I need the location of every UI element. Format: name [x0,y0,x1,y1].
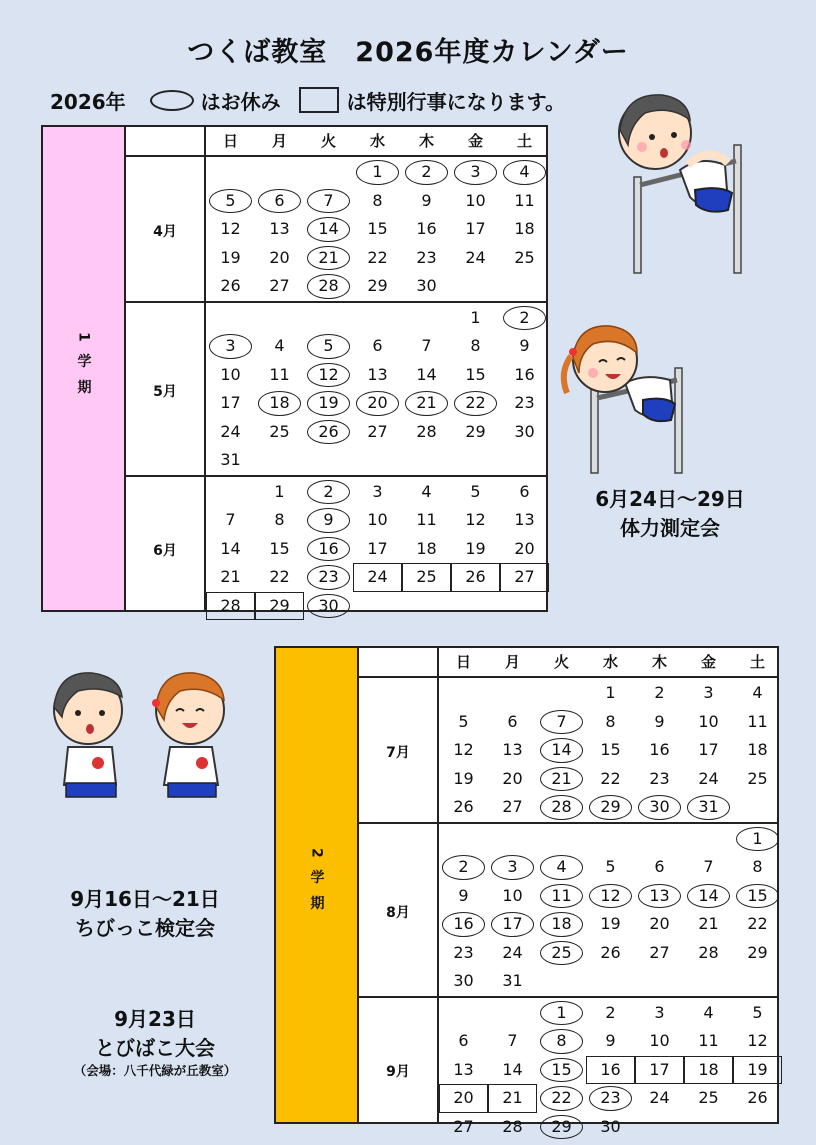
day-cell: 31 [502,971,523,990]
day-cell: 23 [514,393,535,412]
day-cell: 5 [304,332,353,361]
day-cell: 26 [600,942,621,962]
day-cell: 9 [605,1031,616,1050]
month-divider [357,996,777,998]
day-cell: 9 [421,190,432,210]
day-cell: 13 [514,510,535,529]
day-cell: 20 [514,538,535,558]
month-divider [124,301,546,303]
day-cell: 30 [453,971,474,990]
header-divider [357,676,777,678]
day-cell: 11 [698,1031,719,1050]
day-cell: 30 [635,793,684,822]
day-cell: 21 [488,1084,537,1113]
day-cell: 16 [416,219,437,238]
day-cell: 30 [304,592,353,621]
legend-year: 2026年 [50,89,126,114]
day-cell: 31 [684,793,733,822]
day-cell: 20 [353,389,402,418]
day-cell: 28 [537,793,586,822]
day-cell: 26 [747,1088,768,1107]
day-cell: 10 [367,510,388,529]
event-vaulting-meet [40,1005,270,1079]
day-cell: 14 [537,736,586,765]
day-cell: 22 [747,914,768,933]
day-cell: 22 [537,1084,586,1113]
legend-event-box-icon [299,87,339,113]
day-cell: 2 [402,158,451,187]
day-cell: 4 [421,481,432,501]
day-cell: 21 [537,765,586,794]
day-cell: 9 [519,336,530,355]
day-cell: 19 [453,768,474,788]
day-cell: 22 [269,567,290,586]
day-cell: 1 [605,683,616,702]
kids-illustration [40,665,255,810]
term-label-cell [43,127,126,610]
day-cell: 24 [353,563,402,592]
day-cell: 18 [537,910,586,939]
day-cell: 8 [605,711,616,731]
day-cell: 12 [453,740,474,759]
day-cell: 23 [453,942,474,962]
day-cell: 4 [703,1002,714,1022]
day-cell: 7 [507,1031,518,1050]
weekday-header: 水 [602,653,618,671]
legend-event-text: は特別行事になります。 [346,89,566,114]
day-cell: 7 [225,510,236,529]
day-cell: 20 [269,247,290,267]
day-cell: 3 [451,158,500,187]
day-cell: 27 [649,942,670,962]
day-cell: 17 [635,1056,684,1085]
day-cell: 21 [304,244,353,273]
event-vaulting-meet-date: 9月23日 [114,1007,196,1031]
day-cell: 26 [220,276,241,295]
day-cell: 20 [439,1084,488,1113]
day-cell: 6 [372,336,383,355]
day-cell: 2 [605,1002,616,1022]
day-cell: 8 [537,1027,586,1056]
day-cell: 1 [274,481,285,501]
day-cell: 12 [304,361,353,390]
day-cell: 14 [502,1059,523,1079]
day-cell: 18 [416,538,437,558]
day-cell: 24 [465,247,486,267]
day-cell: 27 [500,563,549,592]
calendar-term-2 [274,646,779,1136]
day-cell: 19 [733,1056,782,1085]
day-cell: 3 [703,683,714,702]
day-cell: 23 [304,563,353,592]
day-cell: 11 [269,364,290,384]
day-cell: 22 [451,389,500,418]
day-cell: 13 [367,364,388,384]
day-cell: 28 [502,1116,523,1136]
day-cell: 11 [537,882,586,911]
month-divider [357,822,777,824]
day-cell: 12 [586,882,635,911]
weekday-header: 金 [467,132,483,150]
day-cell: 24 [502,942,523,962]
calendar-term-1 [41,125,548,615]
day-cell: 7 [304,187,353,216]
day-cell: 1 [353,158,402,187]
day-cell: 1 [733,825,782,854]
month-label: 5月 [153,383,177,400]
weekday-header: 月 [504,653,520,671]
day-cell: 27 [269,276,290,295]
day-cell: 9 [304,506,353,535]
day-cell: 3 [654,1002,665,1022]
day-cell: 2 [304,478,353,507]
term-label: 1学期 [75,331,92,406]
day-cell: 15 [537,1056,586,1085]
day-cell: 18 [747,740,768,759]
term-label: 2学期 [308,848,325,922]
day-cell: 5 [470,481,481,501]
day-cell: 14 [304,215,353,244]
day-cell: 14 [684,882,733,911]
day-cell: 5 [458,711,469,731]
month-label: 6月 [153,543,177,560]
day-cell: 14 [220,538,241,558]
event-vaulting-meet-name: とびばこ大会 [95,1036,215,1060]
day-cell: 16 [586,1056,635,1085]
event-fitness-test-date: 6月24日～29日 [595,487,745,511]
day-cell: 17 [220,393,241,412]
day-cell: 4 [500,158,549,187]
day-cell: 27 [502,797,523,816]
day-cell: 30 [514,421,535,441]
day-cell: 3 [372,481,383,501]
day-cell: 25 [698,1088,719,1107]
day-cell: 15 [600,740,621,759]
day-cell: 4 [537,853,586,882]
day-cell: 8 [274,510,285,529]
event-kids-exam-name: ちびっこ検定会 [75,916,215,940]
month-label: 7月 [386,744,410,761]
day-cell: 28 [416,421,437,441]
day-cell: 19 [304,389,353,418]
day-cell: 30 [416,276,437,295]
day-cell: 6 [519,481,530,501]
day-cell: 4 [752,683,763,702]
day-cell: 24 [698,768,719,788]
weekday-header: 日 [455,653,471,671]
day-cell: 31 [220,450,241,469]
day-cell: 7 [703,857,714,876]
day-cell: 27 [367,421,388,441]
day-cell: 18 [255,389,304,418]
day-cell: 29 [255,592,304,621]
day-cell: 2 [439,853,488,882]
day-cell: 17 [488,910,537,939]
day-cell: 8 [470,336,481,355]
day-cell: 30 [600,1116,621,1136]
day-cell: 13 [635,882,684,911]
day-cell: 20 [649,914,670,933]
day-cell: 15 [733,882,782,911]
day-cell: 10 [220,364,241,384]
month-divider [124,475,546,477]
day-cell: 6 [654,857,665,876]
weekday-header: 金 [700,653,716,671]
day-cell: 25 [747,768,768,788]
day-cell: 28 [206,592,255,621]
weekday-header: 月 [271,132,287,150]
month-label: 8月 [386,904,410,921]
day-cell: 25 [537,939,586,968]
weekday-header: 水 [369,132,385,150]
day-cell: 13 [502,740,523,759]
day-cell: 8 [372,190,383,210]
day-cell: 28 [698,942,719,962]
day-cell: 26 [304,418,353,447]
day-cell: 6 [255,187,304,216]
day-cell: 29 [537,1113,586,1142]
day-cell: 5 [752,1002,763,1022]
weekday-header: 火 [320,132,336,150]
day-cell: 25 [514,247,535,267]
event-kids-exam [30,885,260,943]
day-cell: 11 [416,510,437,529]
event-kids-exam-date: 9月16日～21日 [70,887,220,911]
month-label: 4月 [153,223,177,240]
day-cell: 24 [220,421,241,441]
day-cell: 19 [220,247,241,267]
day-cell: 6 [458,1031,469,1050]
day-cell: 13 [269,219,290,238]
day-cell: 16 [304,535,353,564]
day-cell: 20 [502,768,523,788]
day-cell: 7 [421,336,432,355]
day-cell: 5 [206,187,255,216]
day-cell: 25 [269,421,290,441]
day-cell: 23 [586,1084,635,1113]
girl-on-bar-illustration [555,318,705,478]
day-cell: 12 [747,1031,768,1050]
day-cell: 10 [465,190,486,210]
weekday-header: 土 [749,653,765,671]
day-cell: 18 [684,1056,733,1085]
header-divider [124,155,546,157]
day-cell: 19 [465,538,486,558]
day-cell: 6 [507,711,518,731]
day-cell: 10 [698,711,719,731]
day-cell: 22 [367,247,388,267]
day-cell: 12 [465,510,486,529]
day-cell: 15 [367,219,388,238]
day-cell: 26 [453,797,474,816]
day-cell: 17 [698,740,719,759]
day-cell: 21 [698,914,719,933]
day-cell: 14 [416,364,437,384]
weekday-header: 木 [418,132,434,150]
day-cell: 13 [453,1059,474,1079]
day-cell: 28 [304,272,353,301]
legend-holiday-text: はお休み [200,89,281,114]
day-cell: 16 [649,740,670,759]
day-cell: 5 [605,857,616,876]
day-cell: 10 [502,885,523,905]
day-cell: 27 [453,1116,474,1136]
day-cell: 11 [747,711,768,731]
weekday-header: 土 [516,132,532,150]
day-cell: 21 [220,567,241,586]
day-cell: 10 [649,1031,670,1050]
day-cell: 25 [402,563,451,592]
day-cell: 17 [367,538,388,558]
day-cell: 12 [220,219,241,238]
day-cell: 19 [600,914,621,933]
day-cell: 29 [586,793,635,822]
day-cell: 22 [600,768,621,788]
day-cell: 3 [488,853,537,882]
day-cell: 16 [514,364,535,384]
day-cell: 7 [537,708,586,737]
day-cell: 23 [416,247,437,267]
day-cell: 9 [654,711,665,731]
day-cell: 23 [649,768,670,788]
legend [50,86,565,114]
event-fitness-test [560,485,780,543]
page-title: つくば教室 2026年度カレンダー [187,37,629,68]
day-cell: 17 [465,219,486,238]
day-cell: 29 [747,942,768,962]
weekday-header: 火 [553,653,569,671]
day-cell: 15 [269,538,290,558]
day-cell: 4 [274,336,285,355]
boy-on-bar-illustration [600,85,760,280]
day-cell: 1 [470,307,481,327]
day-cell: 29 [367,276,388,295]
day-cell: 24 [649,1088,670,1107]
legend-holiday-oval-icon [150,90,194,111]
day-cell: 21 [402,389,451,418]
event-fitness-test-name: 体力測定会 [620,516,720,540]
day-cell: 26 [451,563,500,592]
event-vaulting-meet-venue: （会場：八千代緑が丘教室） [73,1063,237,1078]
day-cell: 9 [458,885,469,905]
weekday-header: 木 [651,653,667,671]
day-cell: 2 [654,683,665,702]
day-cell: 18 [514,219,535,238]
term-label-cell [276,648,359,1122]
day-cell: 29 [465,421,486,441]
weekday-header: 日 [222,132,238,150]
day-cell: 3 [206,332,255,361]
day-cell: 8 [752,857,763,876]
day-cell: 1 [537,999,586,1028]
day-cell: 11 [514,190,535,210]
day-cell: 16 [439,910,488,939]
day-cell: 2 [500,304,549,333]
month-label: 9月 [386,1064,410,1081]
day-cell: 15 [465,364,486,384]
